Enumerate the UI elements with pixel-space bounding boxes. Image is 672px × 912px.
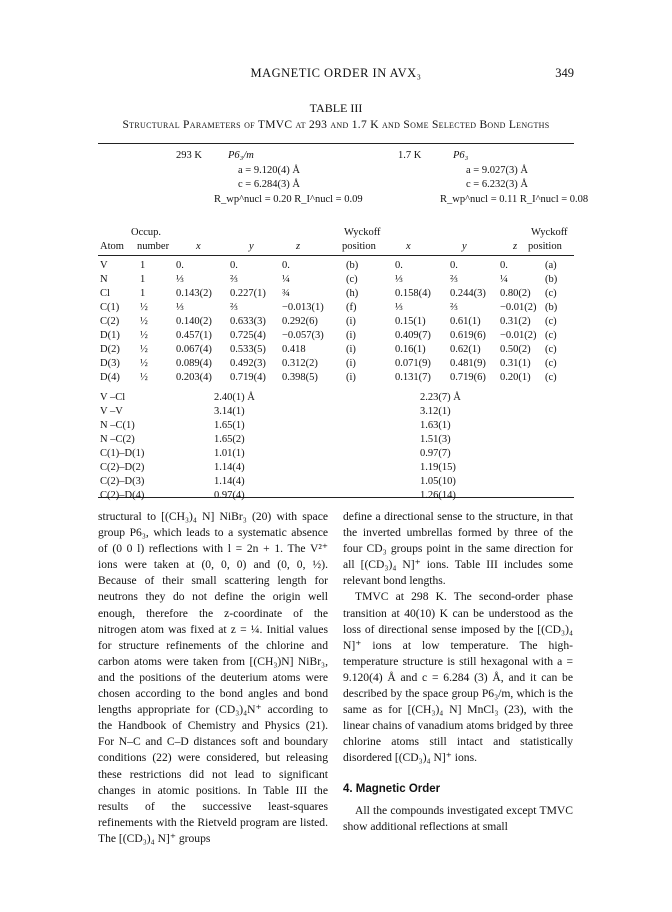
col-y-293: y — [249, 241, 254, 252]
y-17: 0.61(1) — [450, 316, 481, 327]
bond-length-293: 2.40(1) Å — [214, 392, 255, 403]
x-17: 0. — [395, 260, 403, 271]
col-number: number — [137, 241, 170, 252]
z-293: ¾ — [282, 288, 290, 299]
z-17: 0.31(2) — [500, 316, 531, 327]
left-r-factors: R_wp^nucl = 0.20 R_I^nucl = 0.09 — [214, 194, 363, 205]
bond-length-17: 1.26(14) — [420, 490, 456, 501]
occupation: 1 — [140, 288, 146, 299]
z-293: −0.057(3) — [282, 330, 324, 341]
x-293: 0.067(4) — [176, 344, 212, 355]
col-z-17: z — [513, 241, 518, 252]
bond-length-17: 1.19(15) — [420, 462, 456, 473]
bond-label: V –Cl — [100, 392, 126, 403]
occupation: ½ — [140, 358, 148, 369]
wyckoff-17: (c) — [545, 316, 557, 327]
occupation: ½ — [140, 316, 148, 327]
wyckoff-17: (c) — [545, 372, 557, 383]
col-wyckoff-17: Wyckoff — [531, 227, 568, 238]
wyckoff-293: (i) — [346, 372, 356, 383]
z-293: 0.418 — [282, 344, 306, 355]
atom-name: N — [100, 274, 108, 285]
wyckoff-17: (b) — [545, 274, 558, 285]
right-lattice-c: c = 6.232(3) Å — [466, 179, 528, 190]
x-17: 0.158(4) — [395, 288, 431, 299]
bond-length-293: 1.65(1) — [214, 420, 245, 431]
x-17: 0.15(1) — [395, 316, 426, 327]
occupation: ½ — [140, 302, 148, 313]
x-293: ⅓ — [176, 274, 184, 285]
wyckoff-17: (c) — [545, 358, 557, 369]
paragraph: structural to [(CH₃)₄ N] NiBr₃ (20) with space group P6₃, which leads to a systematic absence of (0 0 l) reflections with l = 2n + 1. The V²⁺ ions were taken at (0, 0, 0) and (0, 0, ½). Because of their small scattering length for neutrons they do not define the origin well enough, therefore the z-coordinate of the nitrogen atom was fixed at z = ¼. Initial values for structure refinements of the chlorine and carbon atoms were taken from [(CH₃)N] NiBr₃, and the positions of the deuterium atoms were chosen according to the bond angles and bond lengths appropriate for (CD₃)₄N⁺ according to the Handbook of Chemistry and Physics (21). For N–C and C–D distances soft and boundary conditions (22) were considered, but releasing these restrictions did not lead to significant changes in atomic positions. In Table III the results of the successive least-squares refinements with the Rietveld program are listed. The [(CD₃)₄ N]⁺ groups — [98, 510, 328, 845]
z-293: 0.312(2) — [282, 358, 318, 369]
x-17: 0.409(7) — [395, 330, 431, 341]
occupation: 1 — [140, 260, 146, 271]
bond-label: C(1)–D(1) — [100, 448, 145, 459]
col-position-293: position — [342, 241, 376, 252]
page-header — [98, 66, 574, 84]
z-17: 0.50(2) — [500, 344, 531, 355]
wyckoff-17: (c) — [545, 344, 557, 355]
occupation: 1 — [140, 274, 146, 285]
paragraph: TMVC at 298 K. The second-order phase transition at 40(10) K can be understood as the loss of directional sense imposed by the [(CD₃)₄ N]⁺ ions at low temperature. The high-temperature structure is still hexagonal with a = 9.120(4) Å and c = 6.284 (3) Å, and it can be described by the space group P6₃/m, which is the same as for [(CH₃)₄ N] MnCl₃ (23), with the linear chains of vanadium atoms bridged by three chlorine atoms still intact and statistically disordered [(CD₃)₄ N]⁺ ions. — [343, 590, 573, 765]
col-occup: Occup. — [131, 227, 162, 238]
y-17: 0.619(6) — [450, 330, 486, 341]
wyckoff-17: (b) — [545, 302, 558, 313]
bond-label: N –C(2) — [100, 434, 135, 445]
right-space-group: P6₃ — [453, 150, 469, 161]
x-17: 0.16(1) — [395, 344, 426, 355]
y-293: 0.227(1) — [230, 288, 266, 299]
bond-length-293: 1.01(1) — [214, 448, 245, 459]
atom-name: C(2) — [100, 316, 120, 327]
y-293: 0.725(4) — [230, 330, 266, 341]
wyckoff-293: (h) — [346, 288, 359, 299]
y-17: 0.62(1) — [450, 344, 481, 355]
right-lattice-a: a = 9.027(3) Å — [466, 165, 528, 176]
z-293: ¼ — [282, 274, 290, 285]
bond-length-293: 0.97(4) — [214, 490, 245, 501]
x-293: 0.203(4) — [176, 372, 212, 383]
z-17: 0.20(1) — [500, 372, 531, 383]
col-z-293: z — [296, 241, 301, 252]
left-lattice-a: a = 9.120(4) Å — [238, 165, 300, 176]
y-293: 0.633(3) — [230, 316, 266, 327]
x-17: 0.071(9) — [395, 358, 431, 369]
wyckoff-293: (f) — [346, 302, 357, 313]
atom-name: D(1) — [100, 330, 120, 341]
col-position-17: position — [528, 241, 562, 252]
bond-length-17: 2.23(7) Å — [420, 392, 461, 403]
occupation: ½ — [140, 372, 148, 383]
atom-name: D(3) — [100, 358, 120, 369]
z-17: −0.01(2) — [500, 330, 537, 341]
col-x-293: x — [196, 241, 201, 252]
bond-length-17: 1.63(1) — [420, 420, 451, 431]
x-293: ⅓ — [176, 302, 184, 313]
running-title: MAGNETIC ORDER IN AVX₃ — [250, 66, 422, 80]
z-17: 0.31(1) — [500, 358, 531, 369]
y-293: ⅔ — [230, 302, 238, 313]
y-17: 0.481(9) — [450, 358, 486, 369]
y-17: 0.244(3) — [450, 288, 486, 299]
y-293: 0.492(3) — [230, 358, 266, 369]
col-wyckoff-293: Wyckoff — [344, 227, 381, 238]
wyckoff-17: (c) — [545, 288, 557, 299]
bond-length-17: 0.97(7) — [420, 448, 451, 459]
paragraph: define a directional sense to the structure, in that the inverted umbrellas formed by three of the four CD₃ groups point in the same direction for all [(CD₃)₄ N]⁺ ions. Table III includes some relevant bond lengths. — [343, 510, 573, 588]
col-x-17: x — [406, 241, 411, 252]
y-293: ⅔ — [230, 274, 238, 285]
col-y-17: y — [462, 241, 467, 252]
right-temperature: 1.7 K — [398, 150, 422, 161]
col-atom: Atom — [100, 241, 124, 252]
z-293: 0.292(6) — [282, 316, 318, 327]
bond-label: C(2)–D(2) — [100, 462, 145, 473]
atom-name: D(2) — [100, 344, 120, 355]
right-r-factors: R_wp^nucl = 0.11 R_I^nucl = 0.08 — [440, 194, 589, 205]
occupation: ½ — [140, 330, 148, 341]
y-293: 0.719(4) — [230, 372, 266, 383]
table-bottom-rule — [98, 497, 574, 498]
table-top-rule — [98, 143, 574, 144]
x-293: 0. — [176, 260, 184, 271]
table-header-rule — [98, 255, 574, 256]
x-293: 0.140(2) — [176, 316, 212, 327]
wyckoff-293: (i) — [346, 330, 356, 341]
table-label: TABLE III — [309, 101, 363, 115]
bond-length-293: 1.65(2) — [214, 434, 245, 445]
wyckoff-293: (i) — [346, 316, 356, 327]
wyckoff-17: (a) — [545, 260, 557, 271]
atom-name: V — [100, 260, 108, 271]
wyckoff-293: (i) — [346, 358, 356, 369]
x-17: ⅓ — [395, 302, 403, 313]
wyckoff-293: (c) — [346, 274, 358, 285]
y-17: 0.719(6) — [450, 372, 486, 383]
body-column-left — [98, 509, 328, 847]
wyckoff-17: (c) — [545, 330, 557, 341]
z-293: 0. — [282, 260, 290, 271]
x-17: 0.131(7) — [395, 372, 431, 383]
x-293: 0.143(2) — [176, 288, 212, 299]
bond-length-293: 3.14(1) — [214, 406, 245, 417]
z-293: 0.398(5) — [282, 372, 318, 383]
atom-name: D(4) — [100, 372, 120, 383]
bond-length-17: 3.12(1) — [420, 406, 451, 417]
wyckoff-293: (i) — [346, 344, 356, 355]
bond-label: C(2)–D(4) — [100, 490, 145, 501]
x-293: 0.089(4) — [176, 358, 212, 369]
atom-name: C(1) — [100, 302, 120, 313]
left-temperature: 293 K — [176, 150, 202, 161]
z-17: 0.80(2) — [500, 288, 531, 299]
left-lattice-c: c = 6.284(3) Å — [238, 179, 300, 190]
y-293: 0.533(5) — [230, 344, 266, 355]
bond-length-17: 1.51(3) — [420, 434, 451, 445]
body-column-right — [343, 509, 573, 835]
bond-label: C(2)–D(3) — [100, 476, 145, 487]
occupation: ½ — [140, 344, 148, 355]
z-17: 0. — [500, 260, 508, 271]
table-caption: Structural Parameters of TMVC at 293 and 1.7 K and Some Selected Bond Lengths — [122, 119, 550, 131]
y-17: 0. — [450, 260, 458, 271]
atom-name: Cl — [100, 288, 110, 299]
bond-length-17: 1.05(10) — [420, 476, 456, 487]
section-heading: 4. Magnetic Order — [343, 782, 441, 795]
z-293: −0.013(1) — [282, 302, 324, 313]
bond-label: V –V — [100, 406, 123, 417]
z-17: ¼ — [500, 274, 508, 285]
wyckoff-293: (b) — [346, 260, 359, 271]
y-17: ⅔ — [450, 274, 458, 285]
y-17: ⅔ — [450, 302, 458, 313]
bond-label: N –C(1) — [100, 420, 135, 431]
bond-length-293: 1.14(4) — [214, 476, 245, 487]
z-17: −0.01(2) — [500, 302, 537, 313]
bond-length-293: 1.14(4) — [214, 462, 245, 473]
x-293: 0.457(1) — [176, 330, 212, 341]
paragraph: All the compounds investigated except TMVC show additional reflections at small — [343, 803, 573, 833]
y-293: 0. — [230, 260, 238, 271]
left-space-group: P6₃/m — [228, 150, 254, 161]
page-number: 349 — [555, 66, 574, 80]
x-17: ⅓ — [395, 274, 403, 285]
